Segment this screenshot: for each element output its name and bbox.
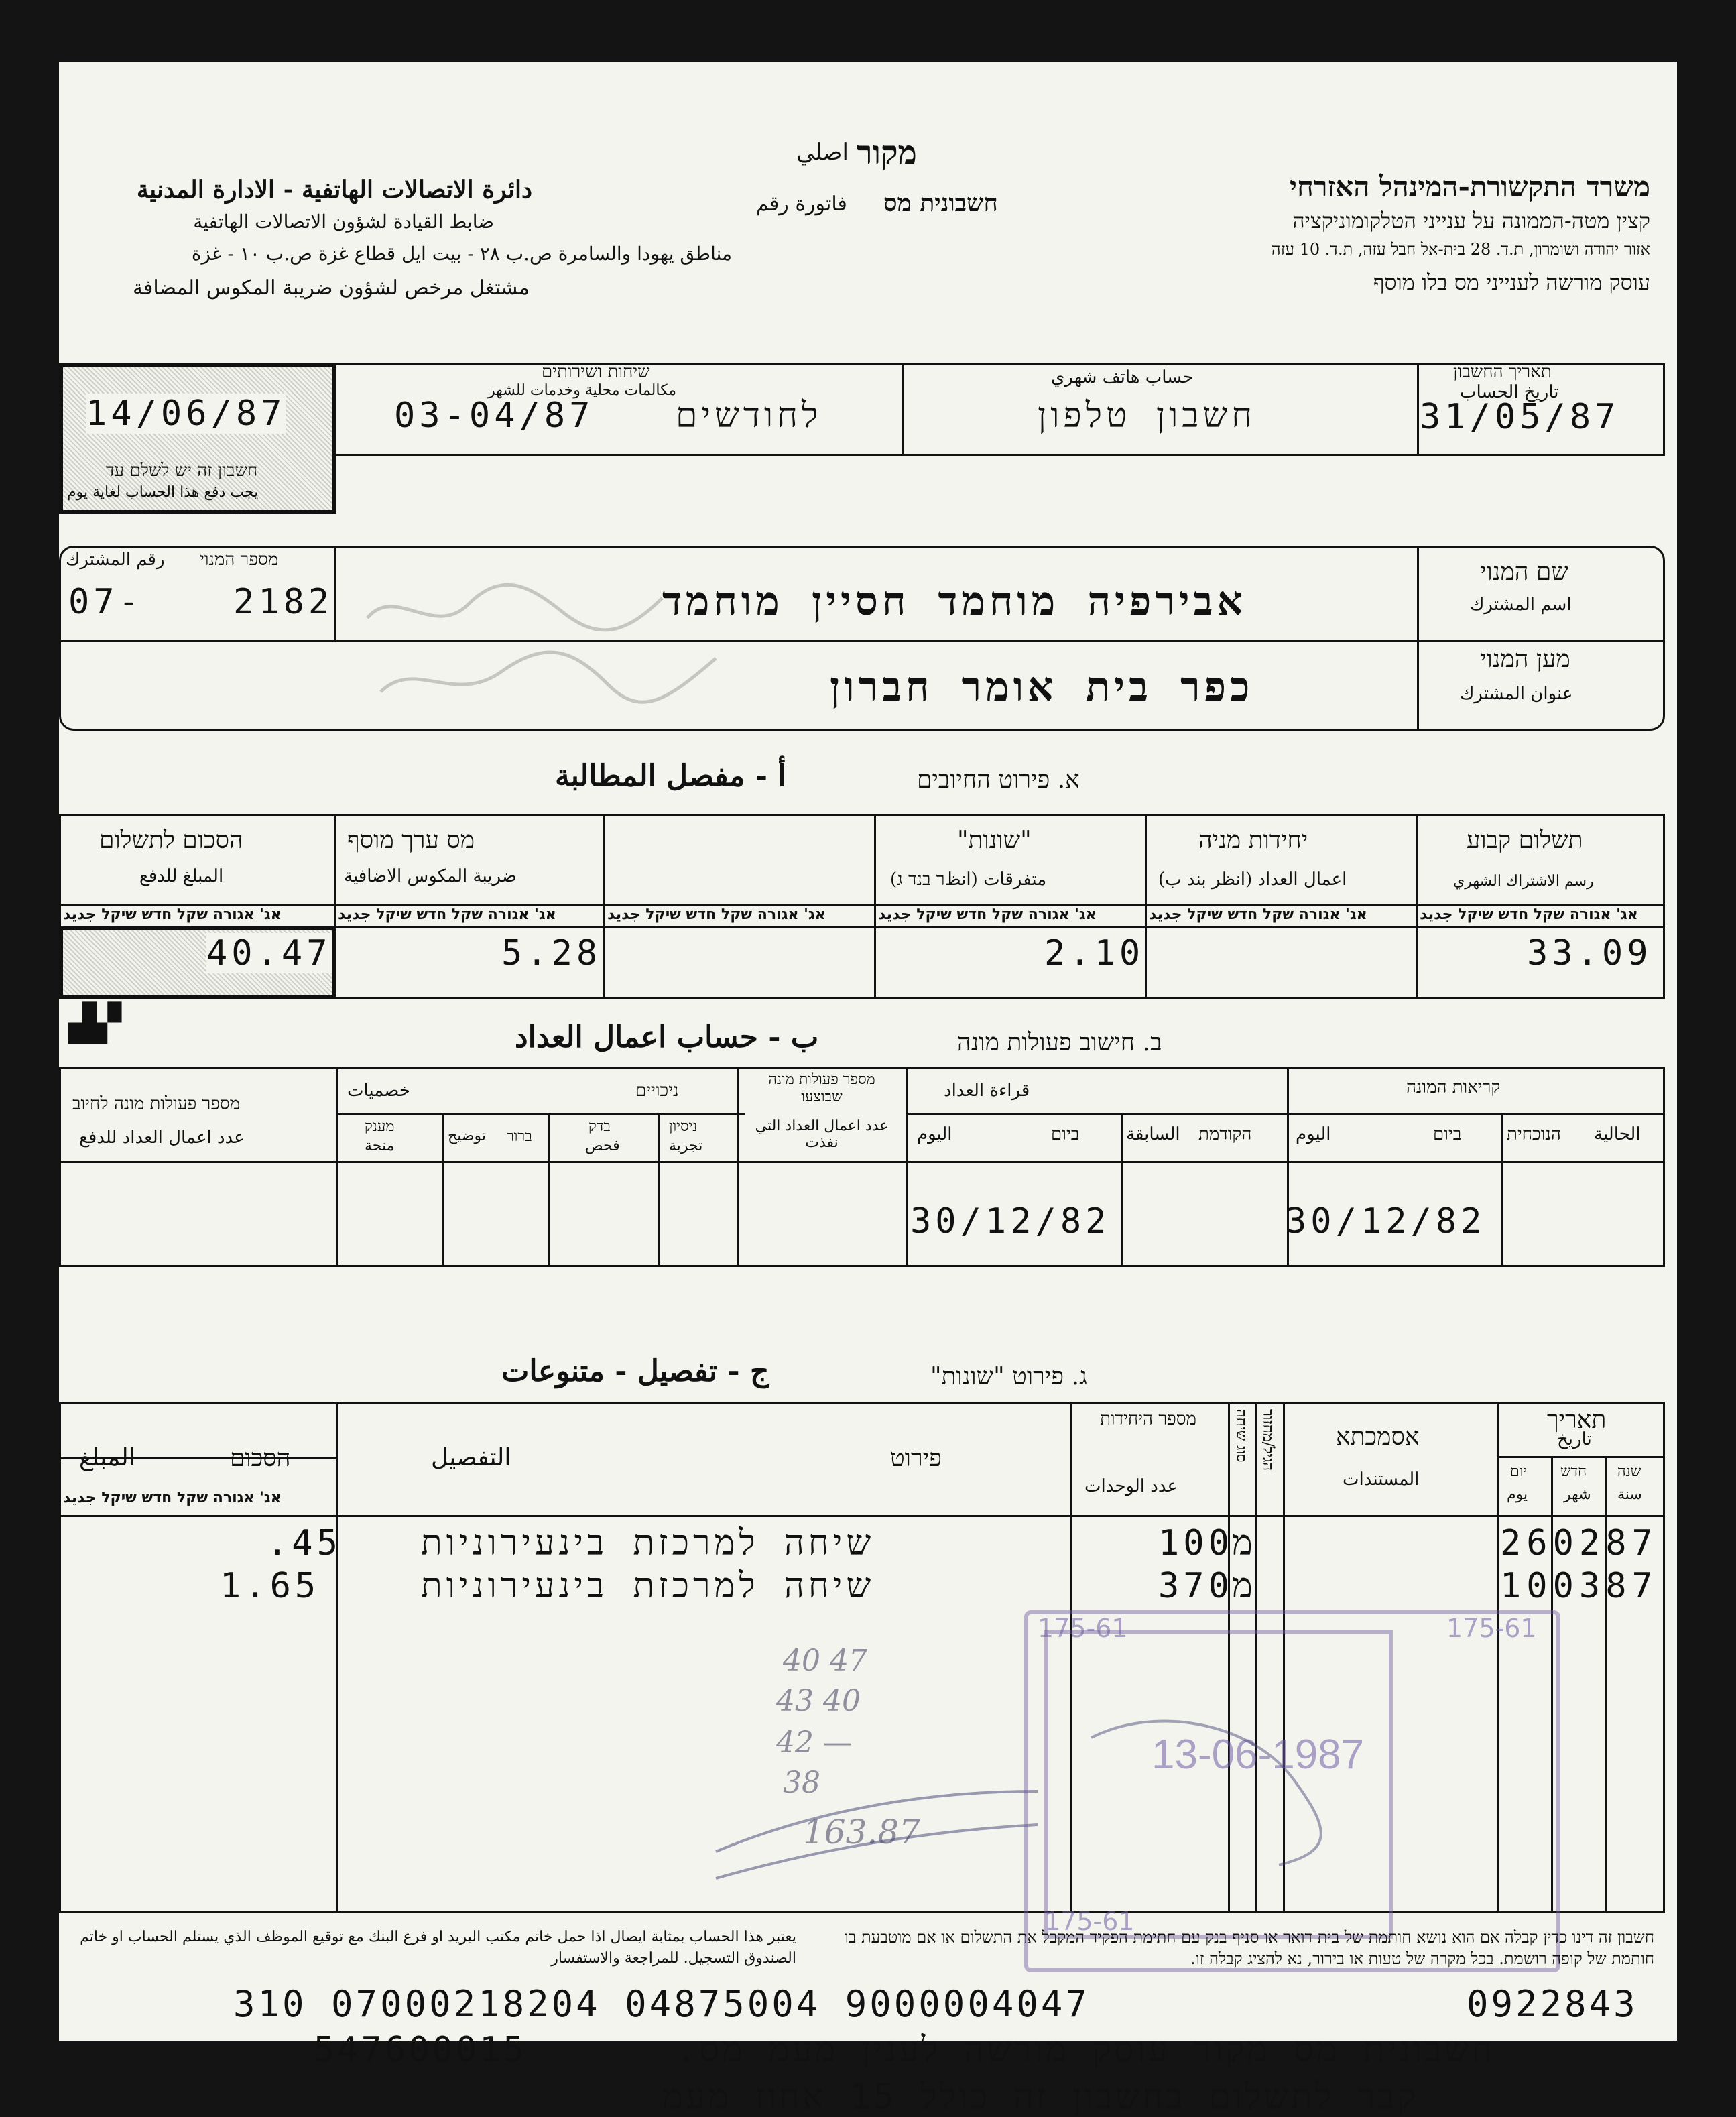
- misc-value: 2.10: [1044, 933, 1145, 973]
- subscriber-prefix: 07-: [68, 582, 143, 622]
- clarify-he: ברור: [507, 1128, 532, 1145]
- charge-he: מספר פעולות מונה לחיוב: [72, 1094, 241, 1114]
- officer-he: קצין מטה-הממונה על ענייני הטלקומוניקציה: [1292, 208, 1650, 233]
- payment-code-right: 0922843: [1467, 1983, 1638, 2025]
- col-month-ar: شهر: [1564, 1486, 1591, 1503]
- col-amount-he: הסכום: [230, 1445, 291, 1472]
- top-divider-2: [1417, 363, 1419, 456]
- col-year-ar: سنة: [1617, 1486, 1642, 1503]
- misc-div-amount: [336, 1402, 338, 1913]
- col-detail-ar: التفصيل: [431, 1444, 511, 1471]
- due-label-ar: يجب دفع هذا الحساب لغاية يوم: [67, 484, 259, 501]
- currency-label-3: אג' אגורה שקל חדש שיקל جديد: [878, 906, 1097, 923]
- current-ar: الحالية: [1594, 1124, 1641, 1144]
- reading-label-ar: قراءة العداد: [944, 1081, 1030, 1101]
- area-ar: مناطق يهودا والسامرة ص.ب ٢٨ - بيت ايل قطاع غزة ص.ب ١٠ - غزة: [191, 243, 732, 265]
- col-units-he: מספר היחידות: [1100, 1409, 1196, 1429]
- row-2-detail: שיחה למרכזת בינעירוניות: [421, 1566, 875, 1606]
- top-divider-1: [902, 363, 904, 456]
- deductions-he: ניכויים: [635, 1081, 679, 1101]
- currency-label-5: אג' אגורה שקל חדש שיקל جديد: [338, 906, 556, 923]
- currency-label-1: אג' אגורה שקל חדש שיקל جديد: [1420, 906, 1638, 923]
- account-label-ar: حساب هاتف شهري: [1051, 367, 1194, 387]
- fixed-charge-value: 33.09: [1527, 933, 1652, 973]
- trial-he: ניסיון: [669, 1118, 698, 1135]
- vat-ar: ضريبة المكوس الاضافية: [344, 866, 517, 886]
- misc-date-sub-line: [1497, 1456, 1665, 1458]
- on-day-he-1: ביום: [1433, 1124, 1462, 1144]
- subscriber-label-divider: [1417, 546, 1419, 731]
- account-date: 31/05/87: [1420, 397, 1620, 437]
- tax-invoice-he: חשבונית מס: [883, 189, 998, 217]
- stamp-date: 13-06-1987: [1152, 1732, 1365, 1778]
- meter-div-6: [906, 1067, 908, 1267]
- meter-div-2: [442, 1113, 444, 1267]
- handwritten-strokes: [702, 1778, 1078, 1885]
- on-day-he-2: ביום: [1051, 1124, 1080, 1144]
- original-label-ar: اصلي: [796, 139, 849, 166]
- due-label-he: חשבון זה יש לשלם עד: [106, 461, 258, 481]
- misc-header-line: [59, 1515, 1665, 1517]
- row-1-date: 260287: [1500, 1523, 1658, 1563]
- payment-code-line: 310 07000218204 04875004 9000004047: [233, 1983, 1090, 2025]
- clarify-ar: توضيح: [448, 1128, 487, 1144]
- col-date-ar: تاريخ: [1557, 1429, 1592, 1449]
- section-c-title-ar: ج - تفصيل - متنوعات: [501, 1354, 769, 1388]
- dealer-number: 547600015: [314, 2030, 527, 2070]
- row-1-code: מ: [1232, 1523, 1257, 1563]
- col-day-ar: يوم: [1507, 1486, 1528, 1503]
- fixed-charge-ar: رسم الاشتراك الشهري: [1453, 873, 1594, 890]
- subscriber-name: אבירפיה מוחמד חסיין מוחמד: [662, 578, 1247, 625]
- due-date: 14/06/87: [86, 394, 286, 434]
- total-he: הסכום לתשלום: [99, 827, 243, 854]
- row-2-amount: 1.65: [220, 1566, 320, 1606]
- ministry-logo-icon: ▟▞: [68, 1002, 119, 1044]
- section-c-title-he: ג. פירוט "שונות": [930, 1363, 1087, 1390]
- col-date-he: תאריך: [1547, 1406, 1607, 1434]
- charge-ar: عدد اعمال العداد للدفع: [79, 1128, 245, 1148]
- handwritten-line-2: 43 40: [776, 1684, 861, 1718]
- number-label-he: מספר המנוי: [200, 550, 279, 570]
- col-units-ar: عدد الوحدات: [1084, 1476, 1178, 1496]
- dept-ar: دائرة الاتصالات الهاتفية - الادارة المدنية: [136, 176, 532, 204]
- footer-cut-line: קבר לתשלום בחשבון זה כולל 15 אחוז מעמ: [662, 2077, 1419, 2117]
- vat-value: 5.28: [501, 933, 602, 973]
- current-he: הנוכחית: [1507, 1124, 1561, 1144]
- months-label-he: לחודשים: [676, 396, 822, 436]
- section-b-title-ar: ب - حساب اعمال العداد: [515, 1020, 819, 1054]
- reading-date-current: 30/12/82: [1286, 1201, 1486, 1242]
- stamp-signature: [1078, 1697, 1359, 1872]
- currency-label-2: אג' אגורה שקל חדש שיקל جديد: [1149, 906, 1367, 923]
- area-he: אזור יהודה ושומרון, ת.ד. 28 בית-אל חבל עזה, ת.ד. 10 עזה: [1271, 240, 1650, 259]
- subscriber-number: 2182: [233, 582, 334, 622]
- misc-currency-label: אג' אגורה שקל חדש שיקל جديد: [63, 1490, 282, 1506]
- stamp-code-right: 175-61: [1446, 1614, 1537, 1643]
- grant-ar: منحة: [365, 1138, 395, 1154]
- bill-paper: [59, 62, 1677, 2117]
- licensed-ar: مشتغل مرخص لشؤون ضريبة المكوس المضافة: [132, 276, 530, 300]
- name-label-he: שם המנוי: [1480, 558, 1568, 586]
- section-a-title-he: א. פירוט החיובים: [917, 766, 1080, 794]
- subscriber-number-divider: [334, 546, 336, 640]
- name-label-ar: اسم المشترك: [1470, 595, 1572, 615]
- previous-ar: السابقة: [1126, 1124, 1180, 1144]
- ops-count-he: מספר פעולות מונה שבוצעו: [768, 1071, 875, 1105]
- row-1-units: 100: [1158, 1523, 1233, 1563]
- currency-label-4: אג' אגורה שקל חדש שיקל جديد: [607, 906, 826, 923]
- meter-div-5: [737, 1067, 739, 1267]
- previous-he: הקודמת: [1198, 1124, 1252, 1144]
- col-year-he: שנה: [1617, 1463, 1641, 1480]
- address-label-he: מען המנוי: [1480, 646, 1570, 673]
- dealer-line: חשבונית מס מקור עוסק מורשה לענין מעמ מס.: [676, 2030, 1495, 2070]
- services-label-ar: مكالمات محلية وخدمات للشهر: [488, 382, 677, 399]
- trial-ar: تجربة: [669, 1138, 703, 1154]
- tax-invoice-ar: فاتورة رقم: [756, 192, 847, 216]
- col-type-he: סוג שיחה: [1233, 1409, 1249, 1463]
- row-1-amount: .45: [267, 1523, 342, 1563]
- section-b-title-he: ב. חישוב פעולות מונה: [957, 1029, 1162, 1056]
- charges-col-div-2: [603, 814, 605, 999]
- currency-label-6: אג' אגורה שקל חדש שיקל جديد: [63, 906, 282, 923]
- col-day-he: יום: [1510, 1463, 1528, 1480]
- meter-units-ar: اعمال العداد (انظر بند ب): [1158, 869, 1347, 890]
- col-month-he: חדש: [1560, 1463, 1587, 1480]
- vat-he: מס ערך מוסף: [347, 827, 475, 854]
- meter-div-3: [548, 1113, 550, 1267]
- fixed-charge-he: תשלום קבוע: [1467, 827, 1583, 854]
- readings-label-he: קריאות המונה: [1406, 1077, 1501, 1097]
- handwritten-line-4: 38: [783, 1766, 820, 1800]
- misc-he: "שונות": [957, 827, 1032, 854]
- meter-div-4: [658, 1113, 660, 1267]
- misc-ar: متفرقات (انظר בנד ג): [890, 869, 1047, 890]
- row-2-code: מ: [1232, 1566, 1257, 1606]
- stamp-code-bottom: 175-61: [1044, 1907, 1135, 1936]
- section-a-title-ar: أ - مفصل المطالبة: [555, 759, 786, 793]
- charges-header-line: [59, 904, 1665, 906]
- ops-count-ar: عدد اعمال العداد التي نفذت: [755, 1117, 889, 1151]
- officer-ar: ضابط القيادة لشؤون الاتصالات الهاتفية: [193, 210, 494, 233]
- stamp-code-left: 175-61: [1038, 1614, 1128, 1643]
- row-2-units: 370: [1158, 1566, 1233, 1606]
- meter-div-1: [336, 1067, 338, 1267]
- today-ar-1: اليوم: [1296, 1124, 1331, 1144]
- footer-note-he: חשבון זה דינו כדין קבלה אם הוא נושא חותמת של בית דואר או סניף בנק עם חתימת הפקיד המקבל את התשלום או אם מוטבעת בו חותמת של קופה רושמת. בכל מקרה של טעות או בירור, נא להציג קבלה זו.: [844, 1928, 1654, 1968]
- subscriber-address: כפר בית אומר חברון: [830, 664, 1254, 711]
- handwritten-total: 163.87: [803, 1813, 920, 1852]
- ministry-he: משרד התקשורת-המינהל האזרחי: [1290, 170, 1650, 203]
- meter-div-7: [1121, 1113, 1123, 1267]
- total-ar: المبلغ للدفع: [139, 866, 224, 886]
- account-date-label-ar: تاريخ الحساب: [1460, 382, 1559, 402]
- subscriber-mid-line: [59, 640, 1665, 642]
- check-he: בדק: [588, 1118, 611, 1135]
- account-type-he: חשבון טלפון: [1038, 396, 1257, 436]
- col-ref-he: אסמכתא: [1336, 1423, 1420, 1451]
- address-label-ar: عنوان المشترك: [1460, 684, 1573, 704]
- col-ref-ar: المستندات: [1343, 1469, 1420, 1490]
- reading-date-previous: 30/12/82: [910, 1201, 1111, 1242]
- charges-col-div-4: [1145, 814, 1147, 999]
- col-amount-ar: المبلغ: [79, 1444, 135, 1471]
- discounts-ar: خصميات: [347, 1081, 410, 1101]
- row-2-date: 100387: [1500, 1566, 1658, 1606]
- charges-col-div-3: [874, 814, 876, 999]
- meter-deduction-sub-line: [336, 1113, 745, 1115]
- meter-units-he: יחידות מניה: [1198, 827, 1308, 854]
- dealer-he: עוסק מורשה לענייני מס בלו מוסף: [1373, 269, 1650, 295]
- meter-reading-sub-line: [906, 1113, 1665, 1115]
- grant-he: מענק: [365, 1118, 395, 1135]
- number-label-ar: رقم المشترك: [66, 550, 165, 570]
- charges-col-div-5: [1416, 814, 1418, 999]
- handwritten-line-3: 42 —: [776, 1726, 853, 1760]
- original-label-he: מקור: [857, 134, 917, 172]
- period: 03-04/87: [394, 396, 595, 436]
- meter-header-line: [59, 1161, 1665, 1163]
- meter-div-9: [1501, 1113, 1503, 1267]
- check-ar: فحص: [585, 1138, 620, 1154]
- footer-note-ar: يعتبر هذا الحساب بمثابة ايصال اذا حمل خاتم مكتب البريد او فرع البنك مع توقيع الموظف الذي يستلم الحساب او خاتم الصندوق التسجيل. للمراجعة والاستفسار: [80, 1929, 796, 1967]
- services-label-he: שיחות ושירותים: [542, 362, 650, 382]
- today-ar-2: اليوم: [917, 1124, 952, 1144]
- col-detail-he: פירוט: [890, 1445, 942, 1472]
- total-value: 40.47: [206, 933, 332, 973]
- handwritten-arabic-scribble: [354, 558, 756, 719]
- account-date-label-he: תאריך החשבון: [1453, 362, 1552, 382]
- col-code-he: הגיל/מחזור: [1259, 1409, 1276, 1471]
- row-1-detail: שיחה למרכזת בינעירוניות: [421, 1523, 875, 1563]
- handwritten-line-1: 40 47: [783, 1644, 867, 1678]
